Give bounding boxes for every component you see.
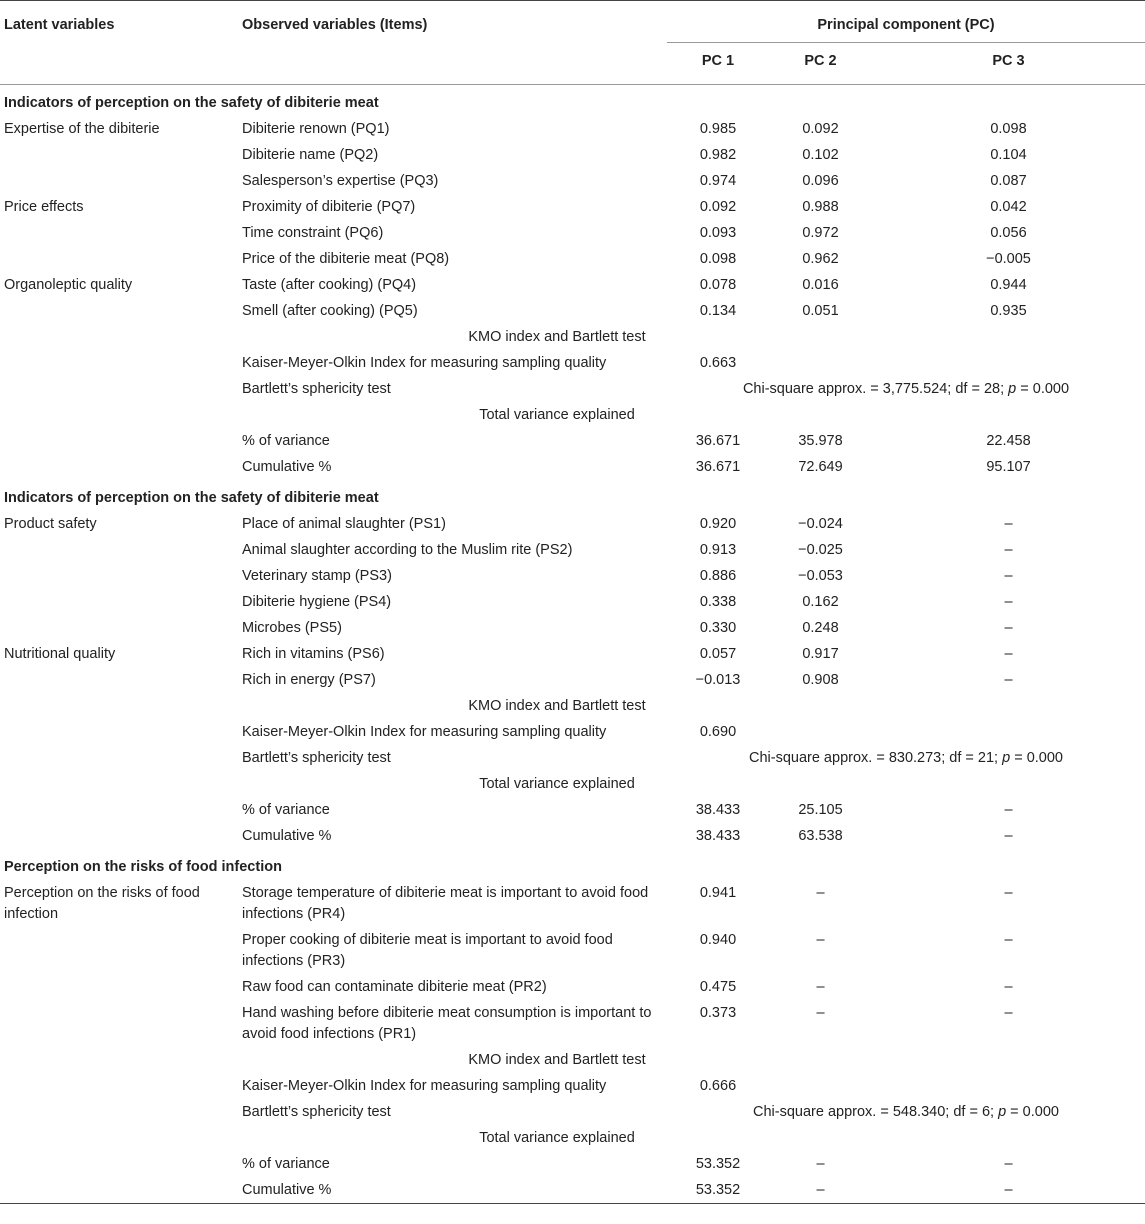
blank-cell [0, 719, 242, 745]
table-row [0, 511, 1145, 537]
kmo-title-row [0, 324, 1145, 350]
observed-item-cell: Salesperson’s expertise (PQ3) [242, 173, 439, 189]
pc3-loading-cell: – [1004, 1005, 1013, 1021]
variance-label: % of variance [242, 1156, 330, 1172]
pc1-value-cell: 53.352 [695, 1156, 741, 1172]
blank-cell [0, 693, 242, 719]
latent-variable-cell [0, 667, 242, 693]
latent-variable-cell: Expertise of the dibiterie [4, 121, 160, 137]
kmo-label: Kaiser-Meyer-Olkin Index for measuring sampling quality [242, 355, 607, 371]
blank-cell [0, 745, 242, 771]
table-row [0, 615, 1145, 641]
blank-cell [769, 350, 872, 376]
pc1-loading-cell: 0.941 [699, 885, 737, 901]
bartlett-p-value: = 0.000 [1016, 381, 1070, 397]
table-row [0, 246, 1145, 272]
kmo-value: 0.666 [699, 1078, 737, 1094]
observed-item-cell: Price of the dibiterie meat (PQ8) [242, 251, 450, 267]
variance-label: % of variance [242, 433, 330, 449]
variance-label: % of variance [242, 802, 330, 818]
section-3 [0, 849, 1145, 1204]
pc2-value-cell: 63.538 [798, 828, 843, 844]
section-title: Indicators of perception on the safety of dibiterie meat [4, 95, 379, 111]
variance-title: Total variance explained [479, 407, 635, 423]
table-row [0, 168, 1145, 194]
kmo-row [0, 350, 1145, 376]
pc2-loading-cell: 0.016 [802, 277, 839, 293]
blank-cell [0, 402, 242, 428]
pc2-loading-cell: −0.025 [798, 542, 843, 558]
pc3-loading-cell: – [1004, 620, 1013, 636]
blank-cell [0, 376, 242, 402]
pc3-value-cell: 22.458 [986, 433, 1031, 449]
blank-cell [872, 693, 1145, 719]
bartlett-p-value: = 0.000 [1010, 750, 1063, 766]
pc2-loading-cell: 0.962 [802, 251, 839, 267]
observed-item-cell: Proximity of dibiterie (PQ7) [242, 199, 416, 215]
bartlett-p-symbol: p [1002, 750, 1011, 766]
pc2-loading-cell: −0.024 [798, 516, 843, 532]
header-pc1: PC 1 [667, 43, 769, 85]
bartlett-label: Bartlett’s sphericity test [242, 750, 391, 766]
blank-cell [872, 1047, 1145, 1073]
variance-title-row [0, 771, 1145, 797]
blank-cell [0, 1151, 242, 1177]
pc3-loading-cell: 0.042 [990, 199, 1027, 215]
pc1-loading-cell: 0.057 [699, 646, 737, 662]
bartlett-chi-text: Chi-square approx. = 548.340; df = 6; [753, 1104, 999, 1120]
pc1-value-cell: 38.433 [695, 828, 741, 844]
variance-row [0, 1151, 1145, 1177]
observed-item-cell: Proper cooking of dibiterie meat is important to avoid food infections (PR3) [242, 932, 613, 969]
blank-cell [0, 797, 242, 823]
section-title-row [0, 85, 1145, 117]
pc3-value-cell: – [1004, 828, 1013, 844]
pc2-loading-cell: 0.248 [802, 620, 839, 636]
cumulative-row [0, 454, 1145, 480]
pc2-loading-cell: – [816, 885, 825, 901]
cumulative-row [0, 823, 1145, 849]
blank-cell [0, 1099, 242, 1125]
table-row [0, 563, 1145, 589]
bartlett-p-symbol: p [1008, 381, 1017, 397]
pc1-loading-cell: 0.886 [699, 568, 737, 584]
blank-cell [0, 1125, 242, 1151]
cumulative-label: Cumulative % [242, 828, 332, 844]
table-row [0, 880, 1145, 927]
blank-cell [872, 324, 1145, 350]
observed-item-cell: Raw food can contaminate dibiterie meat (PR2) [242, 979, 547, 995]
observed-item-cell: Dibiterie renown (PQ1) [242, 121, 390, 137]
blank-cell [0, 771, 242, 797]
blank-cell [769, 1073, 872, 1099]
blank-cell [872, 719, 1145, 745]
bartlett-row [0, 745, 1145, 771]
pc2-value-cell: – [816, 1182, 825, 1198]
pc3-loading-cell: −0.005 [986, 251, 1031, 267]
pc2-loading-cell: 0.988 [802, 199, 839, 215]
pc2-loading-cell: 0.092 [802, 121, 839, 137]
observed-item-cell: Rich in energy (PS7) [242, 672, 376, 688]
kmo-value: 0.663 [699, 355, 737, 371]
pc3-loading-cell: 0.104 [990, 147, 1027, 163]
pc3-loading-cell: 0.056 [990, 225, 1027, 241]
pc3-loading-cell: – [1004, 979, 1013, 995]
pc1-loading-cell: 0.134 [699, 303, 737, 319]
pc2-loading-cell: 0.051 [802, 303, 839, 319]
blank-cell [0, 1047, 242, 1073]
cumulative-label: Cumulative % [242, 1182, 332, 1198]
latent-variable-cell: Organoleptic quality [4, 277, 133, 293]
latent-variable-cell [0, 246, 242, 272]
pc3-loading-cell: – [1004, 542, 1013, 558]
bartlett-p-symbol: p [998, 1104, 1007, 1120]
table-row [0, 927, 1145, 974]
kmo-label: Kaiser-Meyer-Olkin Index for measuring sampling quality [242, 724, 607, 740]
observed-item-cell: Veterinary stamp (PS3) [242, 568, 392, 584]
pc2-loading-cell: 0.096 [802, 173, 839, 189]
table-row [0, 537, 1145, 563]
pc1-loading-cell: 0.098 [699, 251, 737, 267]
pc1-loading-cell: 0.974 [699, 173, 737, 189]
bartlett-p-value: = 0.000 [1006, 1104, 1059, 1120]
pc1-loading-cell: 0.373 [699, 1005, 737, 1021]
kmo-title-row [0, 693, 1145, 719]
bartlett-label: Bartlett’s sphericity test [242, 381, 391, 397]
observed-item-cell: Taste (after cooking) (PQ4) [242, 277, 417, 293]
pc3-loading-cell: 0.944 [990, 277, 1027, 293]
cumulative-label: Cumulative % [242, 459, 332, 475]
pc1-loading-cell: 0.985 [699, 121, 737, 137]
bartlett-row [0, 1099, 1145, 1125]
kmo-row [0, 719, 1145, 745]
variance-title: Total variance explained [479, 1130, 635, 1146]
latent-variable-cell [0, 537, 242, 563]
observed-item-cell: Place of animal slaughter (PS1) [242, 516, 446, 532]
variance-row [0, 797, 1145, 823]
header-latent: Latent variables [0, 1, 242, 85]
blank-cell [769, 719, 872, 745]
table-row [0, 272, 1145, 298]
pc2-value-cell: 35.978 [798, 433, 843, 449]
latent-variable-cell: Price effects [4, 199, 84, 215]
pc1-loading-cell: 0.940 [699, 932, 737, 948]
latent-variable-cell [0, 974, 242, 1000]
table-row [0, 298, 1145, 324]
variance-title-row [0, 1125, 1145, 1151]
latent-variable-cell [0, 563, 242, 589]
header-observed: Observed variables (Items) [242, 1, 667, 85]
observed-item-cell: Microbes (PS5) [242, 620, 342, 636]
kmo-label: Kaiser-Meyer-Olkin Index for measuring sampling quality [242, 1078, 607, 1094]
table-row [0, 1000, 1145, 1047]
observed-item-cell: Animal slaughter according to the Muslim rite (PS2) [242, 542, 573, 558]
pc2-loading-cell: – [816, 932, 825, 948]
blank-cell [872, 350, 1145, 376]
bartlett-value [667, 376, 1145, 402]
blank-cell [872, 1073, 1145, 1099]
pc3-value-cell: 95.107 [986, 459, 1031, 475]
kmo-title: KMO index and Bartlett test [468, 329, 646, 345]
bartlett-row [0, 376, 1145, 402]
latent-variable-cell [0, 298, 242, 324]
latent-variable-cell: Product safety [4, 516, 97, 532]
table-row [0, 667, 1145, 693]
table-header [0, 1, 1145, 85]
table-row [0, 974, 1145, 1000]
pc2-loading-cell: 0.908 [802, 672, 839, 688]
pc3-value-cell: – [1004, 1156, 1013, 1172]
table-row [0, 116, 1145, 142]
pc3-loading-cell: 0.087 [990, 173, 1027, 189]
pc1-value-cell: 36.671 [695, 459, 741, 475]
bartlett-value [667, 1099, 1145, 1125]
section-title-row [0, 849, 1145, 880]
pc1-loading-cell: 0.093 [699, 225, 737, 241]
pc3-loading-cell: – [1004, 932, 1013, 948]
header-pc3: PC 3 [872, 43, 1145, 85]
table-row [0, 641, 1145, 667]
pc2-loading-cell: −0.053 [798, 568, 843, 584]
latent-variable-cell [0, 142, 242, 168]
latent-variable-cell: Nutritional quality [4, 646, 116, 662]
header-pc2: PC 2 [769, 43, 872, 85]
pc1-value-cell: 53.352 [695, 1182, 741, 1198]
pc1-loading-cell: 0.913 [699, 542, 737, 558]
observed-item-cell: Dibiterie name (PQ2) [242, 147, 379, 163]
pc1-loading-cell: 0.920 [699, 516, 737, 532]
pc2-loading-cell: 0.162 [802, 594, 839, 610]
blank-cell [0, 324, 242, 350]
table-row [0, 194, 1145, 220]
kmo-title: KMO index and Bartlett test [468, 698, 646, 714]
section-2 [0, 480, 1145, 849]
pc3-loading-cell: 0.935 [990, 303, 1027, 319]
table-row [0, 142, 1145, 168]
latent-variable-cell [0, 615, 242, 641]
blank-cell [872, 402, 1145, 428]
pc1-value-cell: 36.671 [695, 433, 741, 449]
pc2-value-cell: 72.649 [798, 459, 843, 475]
section-title: Indicators of perception on the safety of dibiterie meat [4, 490, 379, 506]
section-title-row [0, 480, 1145, 511]
observed-item-cell: Rich in vitamins (PS6) [242, 646, 385, 662]
observed-item-cell: Time constraint (PQ6) [242, 225, 384, 241]
pc3-loading-cell: – [1004, 594, 1013, 610]
kmo-title: KMO index and Bartlett test [468, 1052, 646, 1068]
bartlett-label: Bartlett’s sphericity test [242, 1104, 391, 1120]
variance-row [0, 428, 1145, 454]
pc1-loading-cell: 0.982 [699, 147, 737, 163]
bartlett-chi-text: Chi-square approx. = 830.273; df = 21; [748, 750, 1003, 766]
blank-cell [872, 1125, 1145, 1151]
pc1-loading-cell: −0.013 [695, 672, 741, 688]
observed-item-cell: Storage temperature of dibiterie meat is important to avoid food infections (PR4) [242, 885, 649, 922]
observed-item-cell: Hand washing before dibiterie meat consumption is important to avoid food infections (PR1) [242, 1005, 652, 1042]
bartlett-value [667, 745, 1145, 771]
pc3-value-cell: – [1004, 1182, 1013, 1198]
kmo-value: 0.690 [699, 724, 737, 740]
pc3-loading-cell: – [1004, 646, 1013, 662]
section-1 [0, 85, 1145, 481]
kmo-title-row [0, 1047, 1145, 1073]
latent-variable-cell [0, 168, 242, 194]
pc1-loading-cell: 0.078 [699, 277, 737, 293]
variance-title: Total variance explained [479, 776, 635, 792]
pc3-value-cell: – [1004, 802, 1013, 818]
table-row [0, 220, 1145, 246]
blank-cell [0, 350, 242, 376]
latent-variable-cell: Perception on the risks of food infection [4, 885, 200, 922]
kmo-row [0, 1073, 1145, 1099]
pc1-loading-cell: 0.338 [699, 594, 737, 610]
pc1-loading-cell: 0.330 [699, 620, 737, 636]
blank-cell [0, 1177, 242, 1204]
blank-cell [872, 771, 1145, 797]
pc2-value-cell: – [816, 1156, 825, 1172]
header-pc-group: Principal component (PC) [667, 1, 1145, 43]
pc3-loading-cell: – [1004, 672, 1013, 688]
section-title: Perception on the risks of food infection [4, 859, 282, 875]
pc2-loading-cell: – [816, 1005, 825, 1021]
bartlett-chi-text: Chi-square approx. = 3,775.524; df = 28; [742, 381, 1009, 397]
table-row [0, 589, 1145, 615]
pc2-loading-cell: 0.102 [802, 147, 839, 163]
pc3-loading-cell: – [1004, 516, 1013, 532]
latent-variable-cell [0, 589, 242, 615]
blank-cell [0, 454, 242, 480]
latent-variable-cell [0, 1000, 242, 1047]
pc3-loading-cell: 0.098 [990, 121, 1027, 137]
pc2-value-cell: 25.105 [798, 802, 843, 818]
pc3-loading-cell: – [1004, 885, 1013, 901]
pc1-loading-cell: 0.092 [699, 199, 737, 215]
pc3-loading-cell: – [1004, 568, 1013, 584]
pc2-loading-cell: 0.972 [802, 225, 839, 241]
observed-item-cell: Dibiterie hygiene (PS4) [242, 594, 392, 610]
pc1-value-cell: 38.433 [695, 802, 741, 818]
pc2-loading-cell: 0.917 [802, 646, 839, 662]
blank-cell [0, 823, 242, 849]
blank-cell [0, 428, 242, 454]
cumulative-row [0, 1177, 1145, 1204]
latent-variable-cell [0, 927, 242, 974]
observed-item-cell: Smell (after cooking) (PQ5) [242, 303, 418, 319]
variance-title-row [0, 402, 1145, 428]
blank-cell [0, 1073, 242, 1099]
latent-variable-cell [0, 220, 242, 246]
pc2-loading-cell: – [816, 979, 825, 995]
pc1-loading-cell: 0.475 [699, 979, 737, 995]
